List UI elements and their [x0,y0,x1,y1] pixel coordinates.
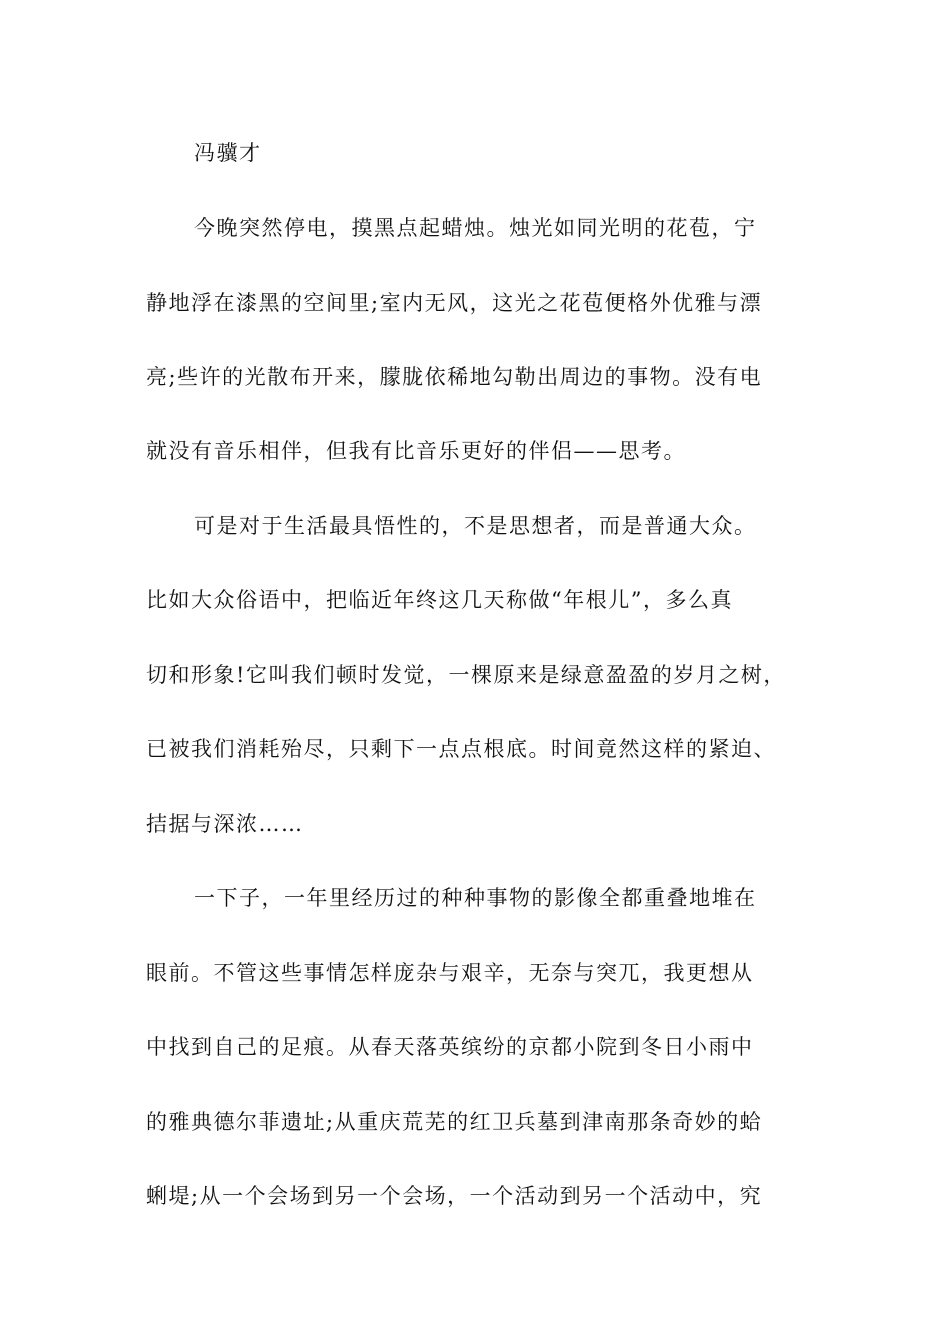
paragraph-1-line-1: 今晚突然停电，摸黑点起蜡烛。烛光如同光明的花苞，宁 [194,216,757,240]
paragraph-1-line-3: 亮;些许的光散布开来，朦胧依稀地勾勒出周边的事物。没有电 [146,365,763,389]
paragraph-3-line-2: 眼前。不管这些事情怎样庞杂与艰辛，无奈与突兀，我更想从 [146,961,754,985]
author-name: 冯骥才 [194,141,262,165]
paragraph-3-line-5: 蜊堤;从一个会场到另一个会场，一个活动到另一个活动中，究 [146,1184,763,1208]
paragraph-2-line-4: 已被我们消耗殆尽，只剩下一点点根底。时间竟然这样的紧迫、 [146,737,776,761]
paragraph-3-line-3: 中找到自己的足痕。从春天落英缤纷的京都小院到冬日小雨中 [146,1035,754,1059]
paragraph-2-line-5: 拮据与深浓…… [146,812,304,836]
paragraph-2-line-2: 比如大众俗语中，把临近年终这几天称做“年根儿”，多么真 [146,588,733,612]
paragraph-1-line-2: 静地浮在漆黑的空间里;室内无风，这光之花苞便格外优雅与漂 [146,291,763,315]
paragraph-2-line-1: 可是对于生活最具悟性的，不是思想者，而是普通大众。 [194,514,757,538]
paragraph-2-line-3: 切和形象!它叫我们顿时发觉，一棵原来是绿意盈盈的岁月之树， [146,663,786,687]
paragraph-3-line-1: 一下子，一年里经历过的种种事物的影像全都重叠地堆在 [194,886,757,910]
paragraph-3-line-4: 的雅典德尔菲遗址;从重庆荒芜的红卫兵墓到津南那条奇妙的蛤 [146,1110,763,1134]
paragraph-1-line-4: 就没有音乐相伴，但我有比音乐更好的伴侣——思考。 [146,439,686,463]
